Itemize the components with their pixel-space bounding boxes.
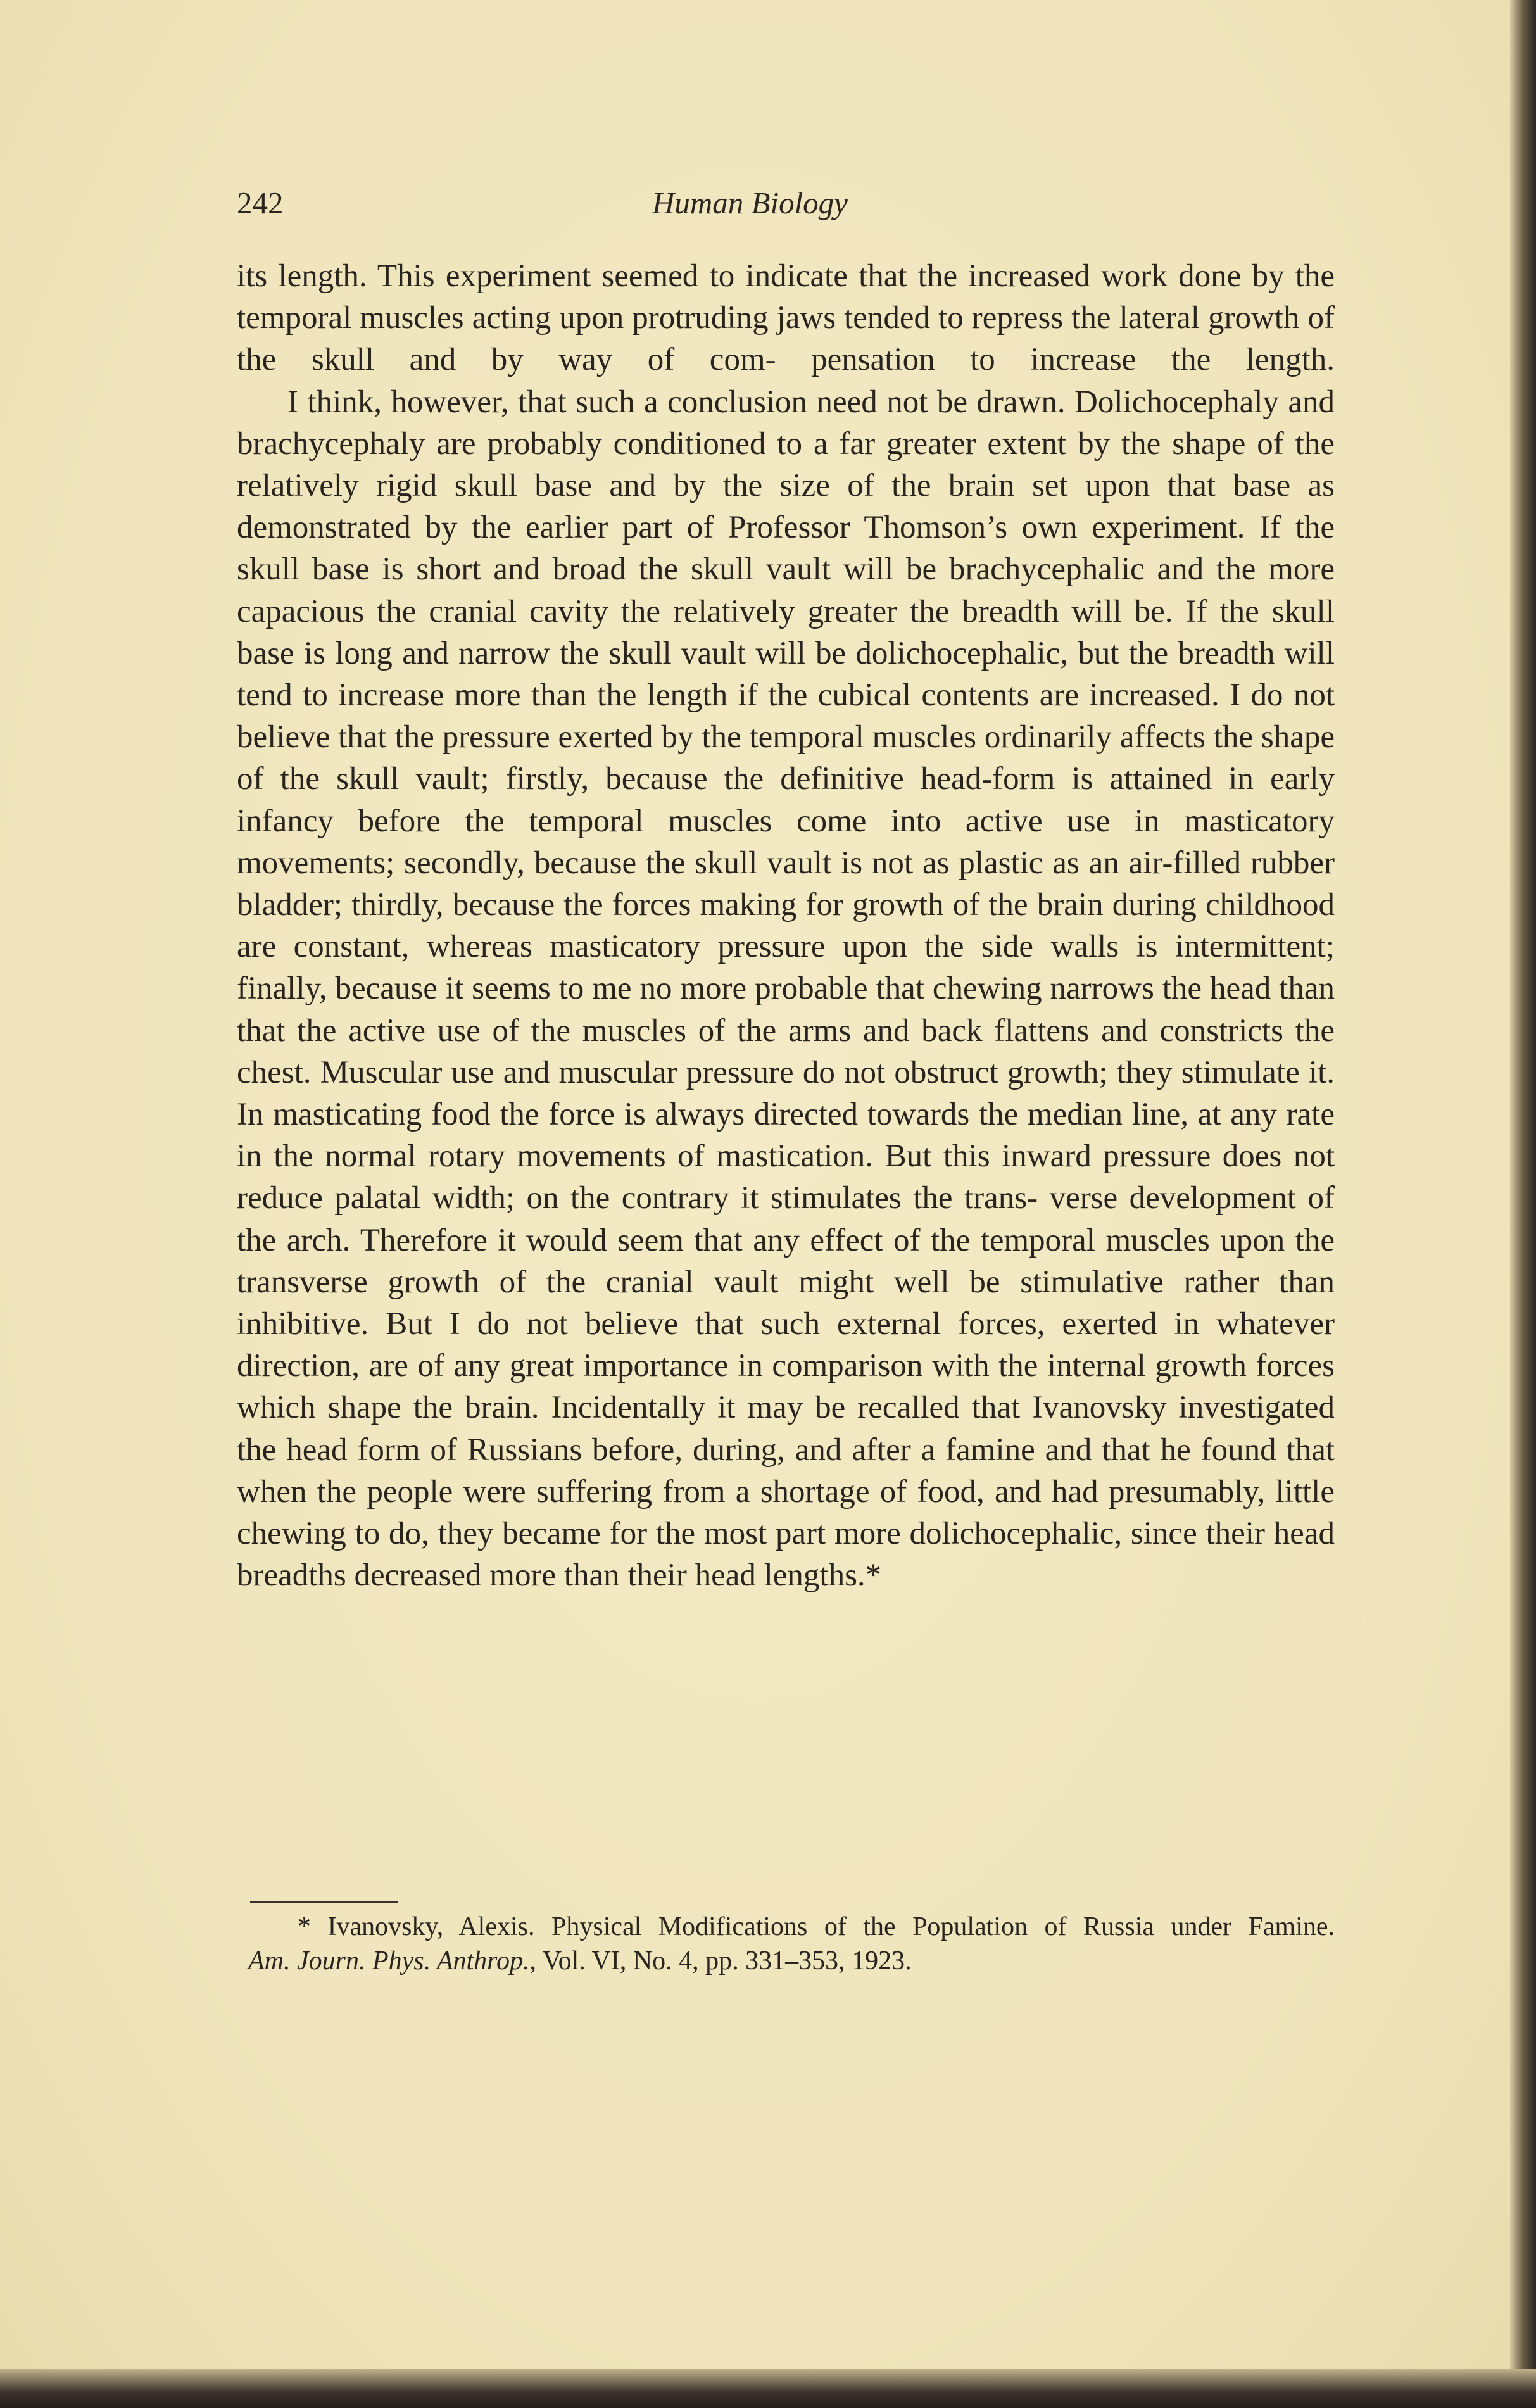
- page-number: 242: [237, 186, 284, 220]
- footnote-journal: Am. Journ. Phys. Anthrop.: [248, 1946, 530, 1976]
- body-text: [237, 255, 1335, 1597]
- footnote-citation: , Vol. VI, No. 4, pp. 331–353, 1923.: [529, 1946, 912, 1976]
- footnote: [248, 1910, 1335, 1978]
- paragraph-main: I think, however, that such a conclusion need not be drawn. Dolichocephaly and brachycephaly are probably conditioned to a far greater extent by the shape of the relatively rigid skull base and by the size of the brain set upon that base as demonstrated by the earlier part of Professor Thomson’s own experiment. If the skull base is short and broad the skull vault will be brachycephalic and the more capacious the cranial cavity the relatively greater the breadth will be. If the skull base is long and narrow the skull vault will be dolichocephalic, but the breadth will tend to increase more than the length if the cubical contents are increased. I do not believe that the pressure exerted by the temporal muscles ordinarily affects the shape of the skull vault; firstly, because the definitive head-form is attained in early infancy before the temporal muscles come into active use in masticatory movements; secondly, because the skull vault is not as plastic as an air-filled rubber bladder; thirdly, because the forces making for growth of the brain during childhood are constant, whereas masticatory pressure upon the side walls is intermittent; finally, because it seems to me no more probable that chewing narrows the head than that the active use of the muscles of the arms and back flattens and constricts the chest. Muscular use and muscular pressure do not obstruct growth; they stimulate it. In masticating food the force is always directed towards the median line, at any rate in the normal rotary movements of mastication. But this inward pressure does not reduce palatal width; on the contrary it stimulates the trans- verse development of the arch. Therefore it would seem that any effect of the temporal muscles upon the transverse growth of the cranial vault might well be stimulative rather than inhibitive. But I do not believe that such external forces, exerted in whatever direction, are of any great importance in comparison with the internal growth forces which shape the brain. Incidentally it may be recalled that Ivanovsky investigated the head form of Russians before, during, and after a famine and that he found that when the people were suffering from a shortage of food, and had presumably, little chewing to do, they became for the most part more dolichocephalic, since their head breadths decreased more than their head lengths.*: [237, 384, 1335, 1594]
- footnote-rule: [250, 1901, 398, 1903]
- footnote-author: Ivanovsky, Alexis.: [327, 1912, 535, 1941]
- page-edge-right: [1510, 0, 1536, 2408]
- running-title: Human Biology: [652, 186, 848, 220]
- footnote-title: Physical Modifications of the Population of Russia under Famine.: [551, 1912, 1335, 1941]
- page-edge-bottom: [0, 2369, 1536, 2408]
- footnote-marker: *: [298, 1912, 311, 1941]
- paragraph-continuation: its length. This experiment seemed to indicate that the increased work done by the temporal muscles acting upon protruding jaws tended to repress the lateral growth of the skull and by way of com- pensation to increase the length.: [237, 258, 1335, 378]
